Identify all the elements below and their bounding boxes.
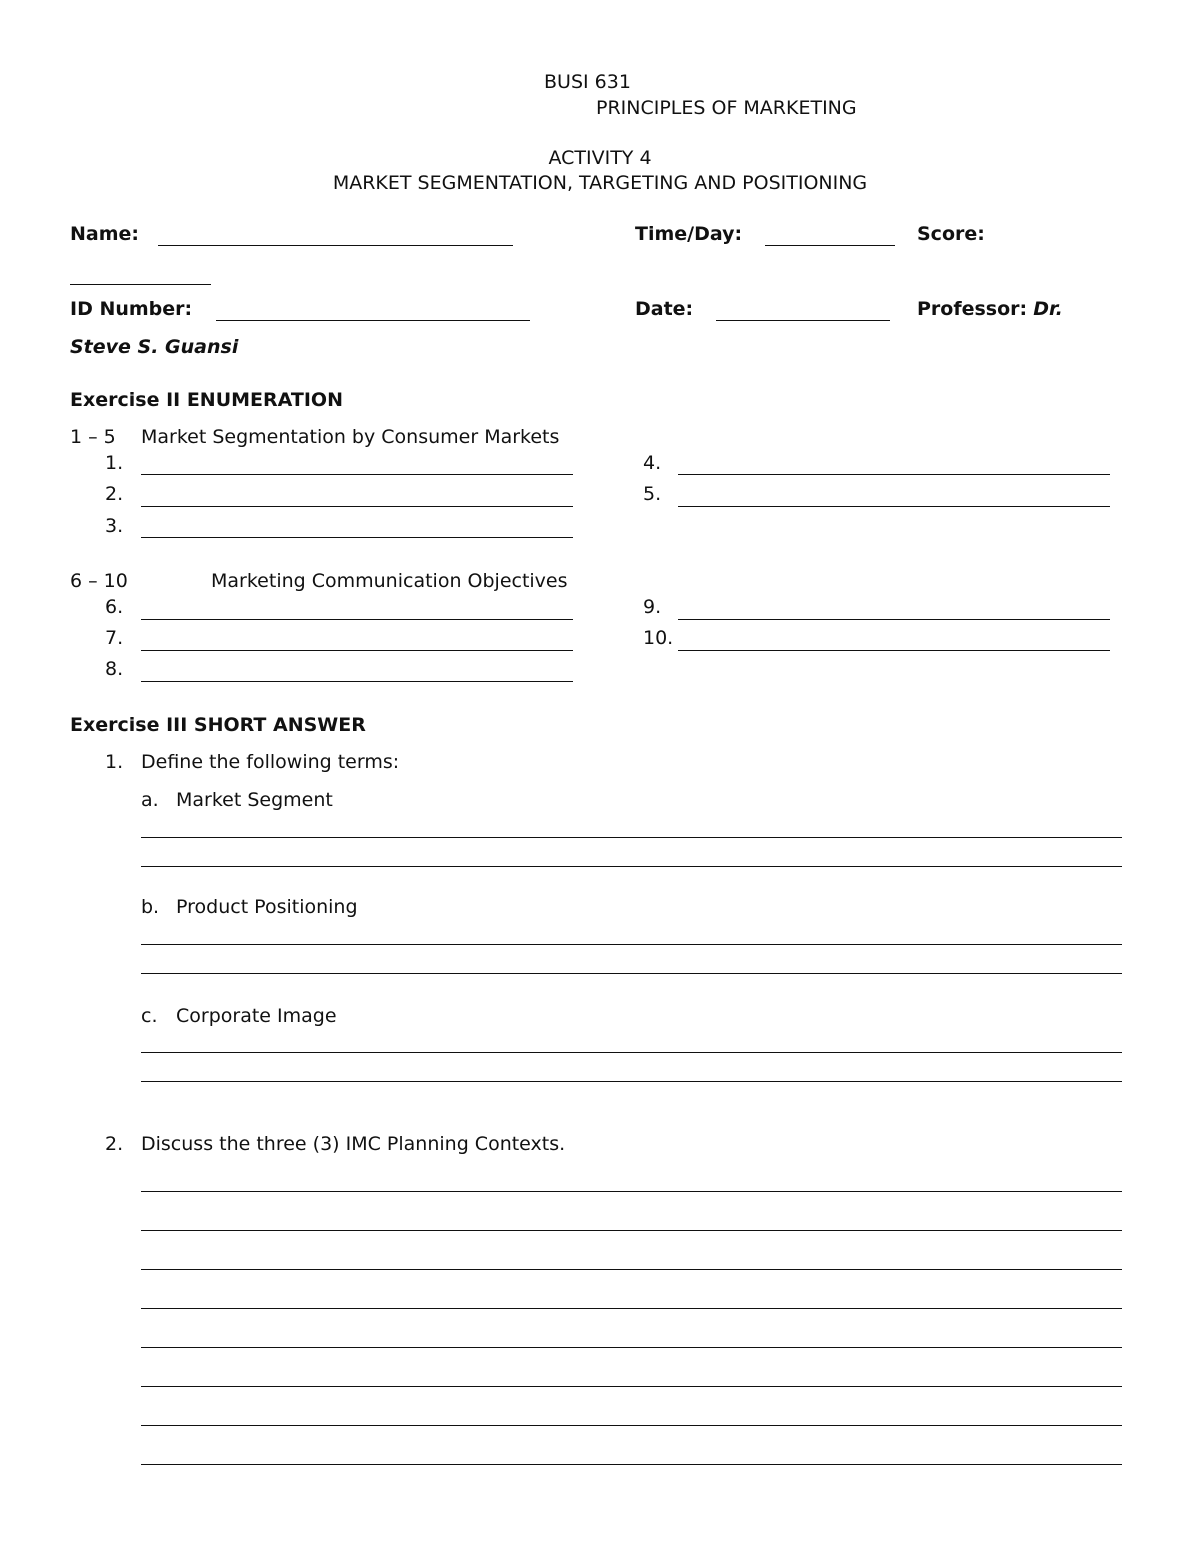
term-letter: b. — [141, 896, 160, 918]
course-code: BUSI 631 — [544, 71, 631, 93]
enum-answer-line[interactable] — [141, 474, 573, 475]
name-field[interactable] — [158, 245, 513, 246]
group-1-range: 1 – 5 — [70, 426, 116, 448]
answer-line[interactable] — [141, 1052, 1122, 1053]
professor-label-group — [917, 300, 1063, 319]
course-title: PRINCIPLES OF MARKETING — [596, 97, 857, 119]
enum-answer-line[interactable] — [678, 506, 1110, 507]
time-day-label: Time/Day: — [635, 223, 743, 245]
answer-line[interactable] — [141, 1191, 1122, 1192]
name-label: Name: — [70, 223, 140, 245]
question-1-text: Define the following terms: — [141, 751, 400, 773]
enum-item-number: 7. — [105, 627, 124, 649]
exercise-3-title: Exercise III SHORT ANSWER — [70, 714, 366, 736]
question-2-text: Discuss the three (3) IMC Planning Contexts. — [141, 1133, 566, 1155]
enum-item-number: 8. — [105, 658, 124, 680]
enum-answer-line[interactable] — [678, 619, 1110, 620]
enum-item-number: 2. — [105, 483, 124, 505]
score-field[interactable] — [70, 284, 211, 285]
professor-prefix: Dr. — [1033, 298, 1063, 320]
enum-item-number: 6. — [105, 596, 124, 618]
enum-answer-line[interactable] — [678, 474, 1110, 475]
group-2-title: Marketing Communication Objectives — [211, 570, 568, 592]
answer-line[interactable] — [141, 1230, 1122, 1231]
activity-title: MARKET SEGMENTATION, TARGETING AND POSITIONING — [332, 172, 868, 194]
professor-label: Professor: — [917, 298, 1028, 320]
answer-line[interactable] — [141, 944, 1122, 945]
answer-line[interactable] — [141, 973, 1122, 974]
answer-line[interactable] — [141, 1386, 1122, 1387]
date-label: Date: — [635, 298, 694, 320]
question-2-number: 2. — [105, 1133, 124, 1155]
enum-answer-line[interactable] — [141, 506, 573, 507]
id-number-field[interactable] — [216, 320, 530, 321]
enum-answer-line[interactable] — [141, 681, 573, 682]
group-1-title: Market Segmentation by Consumer Markets — [141, 426, 560, 448]
enum-item-number: 10. — [643, 627, 674, 649]
answer-line[interactable] — [141, 1464, 1122, 1465]
answer-line[interactable] — [141, 866, 1122, 867]
answer-line[interactable] — [141, 1081, 1122, 1082]
enum-answer-line[interactable] — [141, 650, 573, 651]
enum-item-number: 9. — [643, 596, 662, 618]
group-2-range: 6 – 10 — [70, 570, 128, 592]
enum-item-number: 3. — [105, 515, 124, 537]
term-product-positioning: Product Positioning — [176, 896, 358, 918]
term-letter: a. — [141, 789, 159, 811]
answer-line[interactable] — [141, 1425, 1122, 1426]
exercise-2-title: Exercise II ENUMERATION — [70, 389, 343, 411]
activity-number: ACTIVITY 4 — [548, 147, 652, 169]
answer-line[interactable] — [141, 1308, 1122, 1309]
professor-name: Steve S. Guansi — [70, 336, 239, 358]
answer-line[interactable] — [141, 1347, 1122, 1348]
answer-line[interactable] — [141, 1269, 1122, 1270]
term-letter: c. — [141, 1005, 158, 1027]
enum-item-number: 4. — [643, 452, 662, 474]
term-corporate-image: Corporate Image — [176, 1005, 337, 1027]
enum-answer-line[interactable] — [678, 650, 1110, 651]
date-field[interactable] — [716, 320, 890, 321]
term-market-segment: Market Segment — [176, 789, 333, 811]
enum-item-number: 5. — [643, 483, 662, 505]
time-day-field[interactable] — [765, 245, 895, 246]
enum-answer-line[interactable] — [141, 619, 573, 620]
answer-line[interactable] — [141, 837, 1122, 838]
score-label: Score: — [917, 223, 985, 245]
question-1-number: 1. — [105, 751, 124, 773]
id-number-label: ID Number: — [70, 298, 193, 320]
enum-item-number: 1. — [105, 452, 124, 474]
enum-answer-line[interactable] — [141, 537, 573, 538]
